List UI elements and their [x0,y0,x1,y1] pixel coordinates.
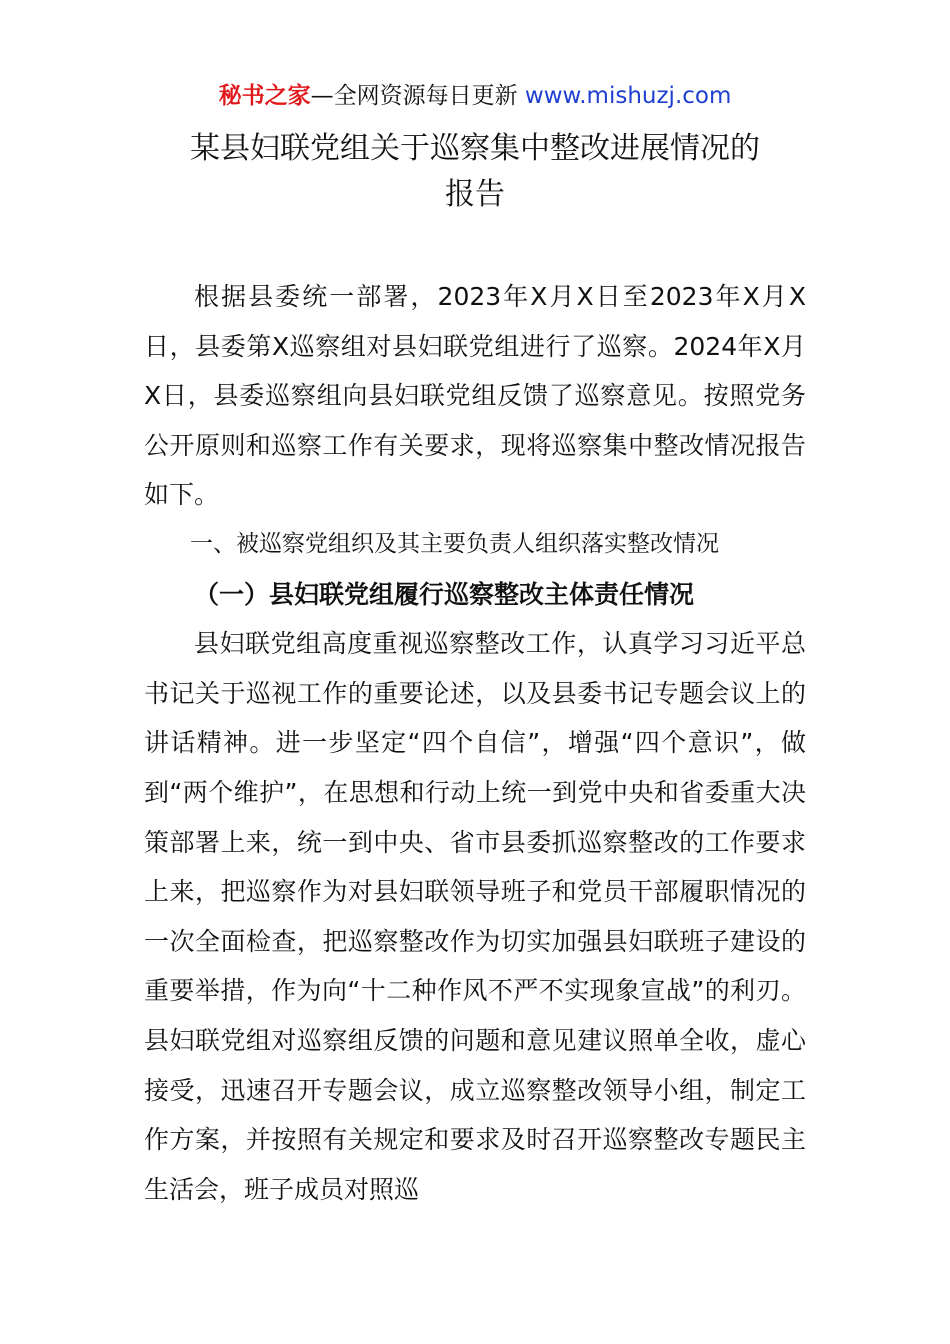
subsection-heading-1: （一）县妇联党组履行巡察整改主体责任情况 [194,579,695,609]
section-heading-1: 一、被巡察党组织及其主要负责人组织落实整改情况 [190,530,719,557]
header-tagline: —全网资源每日更新 [310,83,525,109]
title-line-1: 某县妇联党组关于巡察集中整改进展情况的 [190,131,760,166]
intro-paragraph: 根据县委统一部署，2023年X月X日至2023年X月X日，县委第X巡察组对县妇联党组进行了巡察。2024年X月X日，县委巡察组向县妇联党组反馈了巡察意见。按照党务公开原则和巡察工作有关要求，现将巡察集中整改情况报告如下。 [144,282,806,510]
site-url-link[interactable]: www.mishuzj.com [524,83,732,109]
document-title [100,126,850,218]
title-line-2: 报告 [445,177,505,212]
site-header [0,80,950,112]
brand-name: 秘书之家 [218,83,311,109]
subsection-paragraph-1: 县妇联党组高度重视巡察整改工作，认真学习习近平总书记关于巡视工作的重要论述，以及县委书记专题会议上的讲话精神。进一步坚定“四个自信”，增强“四个意识”，做到“两个维护”，在思想和行动上统一到党中央和省委重大决策部署上来，统一到中央、省市县委抓巡察整改的工作要求上来，把巡察作为对县妇联领导班子和党员干部履职情况的一次全面检查，把巡察整改作为切实加强县妇联班子建设的重要举措，作为向“十二种作风不严不实现象宣战”的利刃。县妇联党组对巡察组反馈的问题和意见建议照单全收，虚心接受，迅速召开专题会议，成立巡察整改领导小组，制定工作方案，并按照有关规定和要求及时召开巡察整改专题民主生活会，班子成员对照巡 [144,629,806,1204]
document-body [144,272,806,1214]
